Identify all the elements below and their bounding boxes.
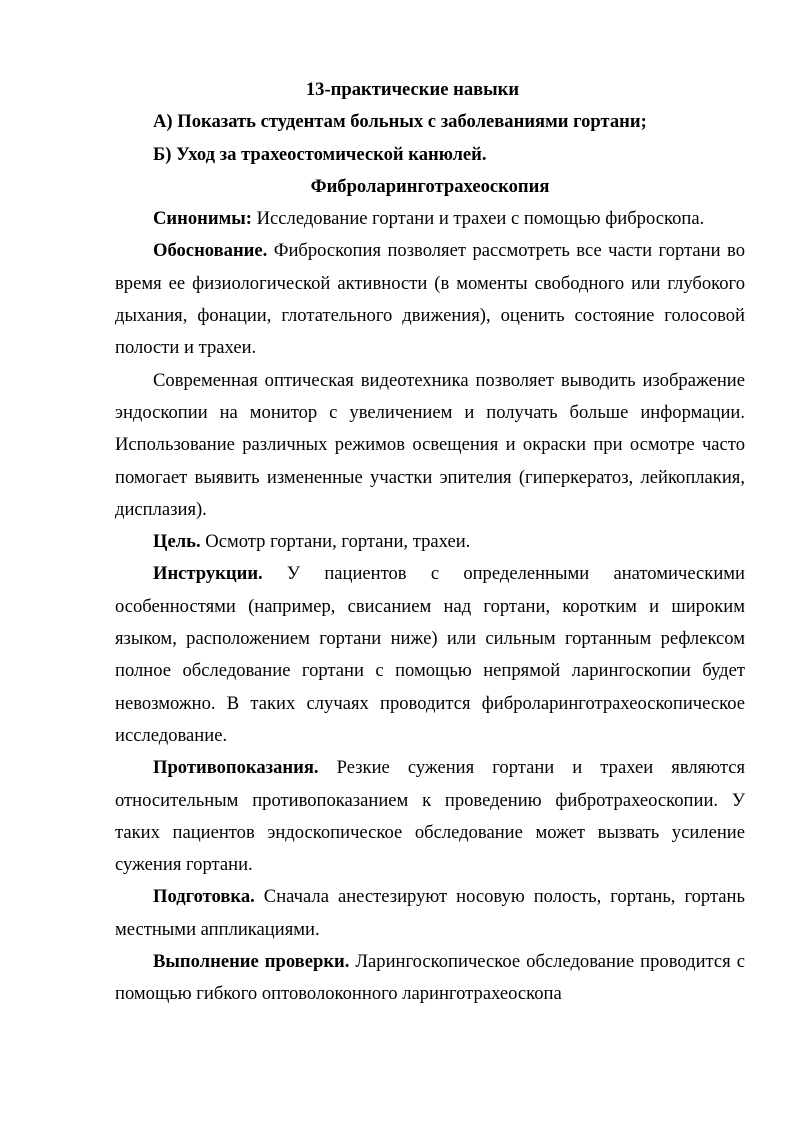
procedure-paragraph [115,946,745,1011]
preparation-paragraph [115,881,745,946]
goal-text: Осмотр гортани, гортани, трахеи. [200,531,471,553]
contraindications-label: Противопоказания. [153,757,319,779]
instructions-paragraph [115,558,745,752]
instructions-label: Инструкции. [153,563,263,585]
goal-paragraph [115,526,745,558]
synonyms-text: Исследование гортани и трахеи с помощью фиброскопа. [251,208,705,230]
preparation-text: Сначала анестезируют носовую полость, гортань, гортань местными аппликациями. [115,886,745,940]
modern-paragraph [115,365,745,526]
goal-label: Цель. [153,531,201,553]
instructions-text: У пациентов с определенными анатомическими особенностями (например, свисанием над гортани, коротким и широким языком, расположением гортани ниже) или сильным гортанным рефлексом полное обследование гортани с помощью непрямой ларингоскопии будет невозможно. В таких случаях проводится фиброларинготрахеоскопическое исследование. [115,563,745,746]
document-title: 13-практические навыки [305,79,520,100]
procedure-text: Ларингоскопическое обследование проводится с помощью гибкого оптоволоконного ларинготрахеоскопа [115,951,745,1005]
task-b: Б) Уход за трахеостомической канюлей. [153,143,487,165]
preparation-label: Подготовка. [153,886,255,908]
modern-text: Современная оптическая видеотехника позволяет выводить изображение эндоскопии на монитор с увеличением и получать больше информации. Использование различных режимов освещения и окраски при осмотре часто помогает выявить измененные участки эпителия (гиперкератоз, лейкоплакия, дисплазия). [115,369,745,520]
rationale-text: Фиброскопия позволяет рассмотреть все части гортани во время ее физиологической активности (в моменты свободного или глубокого дыхания, фонации, глотательного движения), оценить состояние голосовой полости и трахеи. [115,240,745,359]
contraindications-text: Резкие сужения гортани и трахеи являются относительным противопоказанием к проведению фибротрахеоскопии. У таких пациентов эндоскопическое обследование может вызвать усиление сужения гортани. [115,757,745,876]
document-page [115,74,745,1011]
rationale-paragraph [115,235,745,364]
synonyms-label: Синонимы: [153,208,252,230]
synonyms-paragraph [115,203,745,235]
rationale-label: Обоснование. [153,240,268,262]
contraindications-paragraph [115,752,745,881]
section-title: Фиброларинготрахеоскопия [310,175,550,197]
procedure-label: Выполнение проверки. [153,951,350,973]
task-a: А) Показать студентам больных с заболеваниями гортани; [153,111,647,133]
